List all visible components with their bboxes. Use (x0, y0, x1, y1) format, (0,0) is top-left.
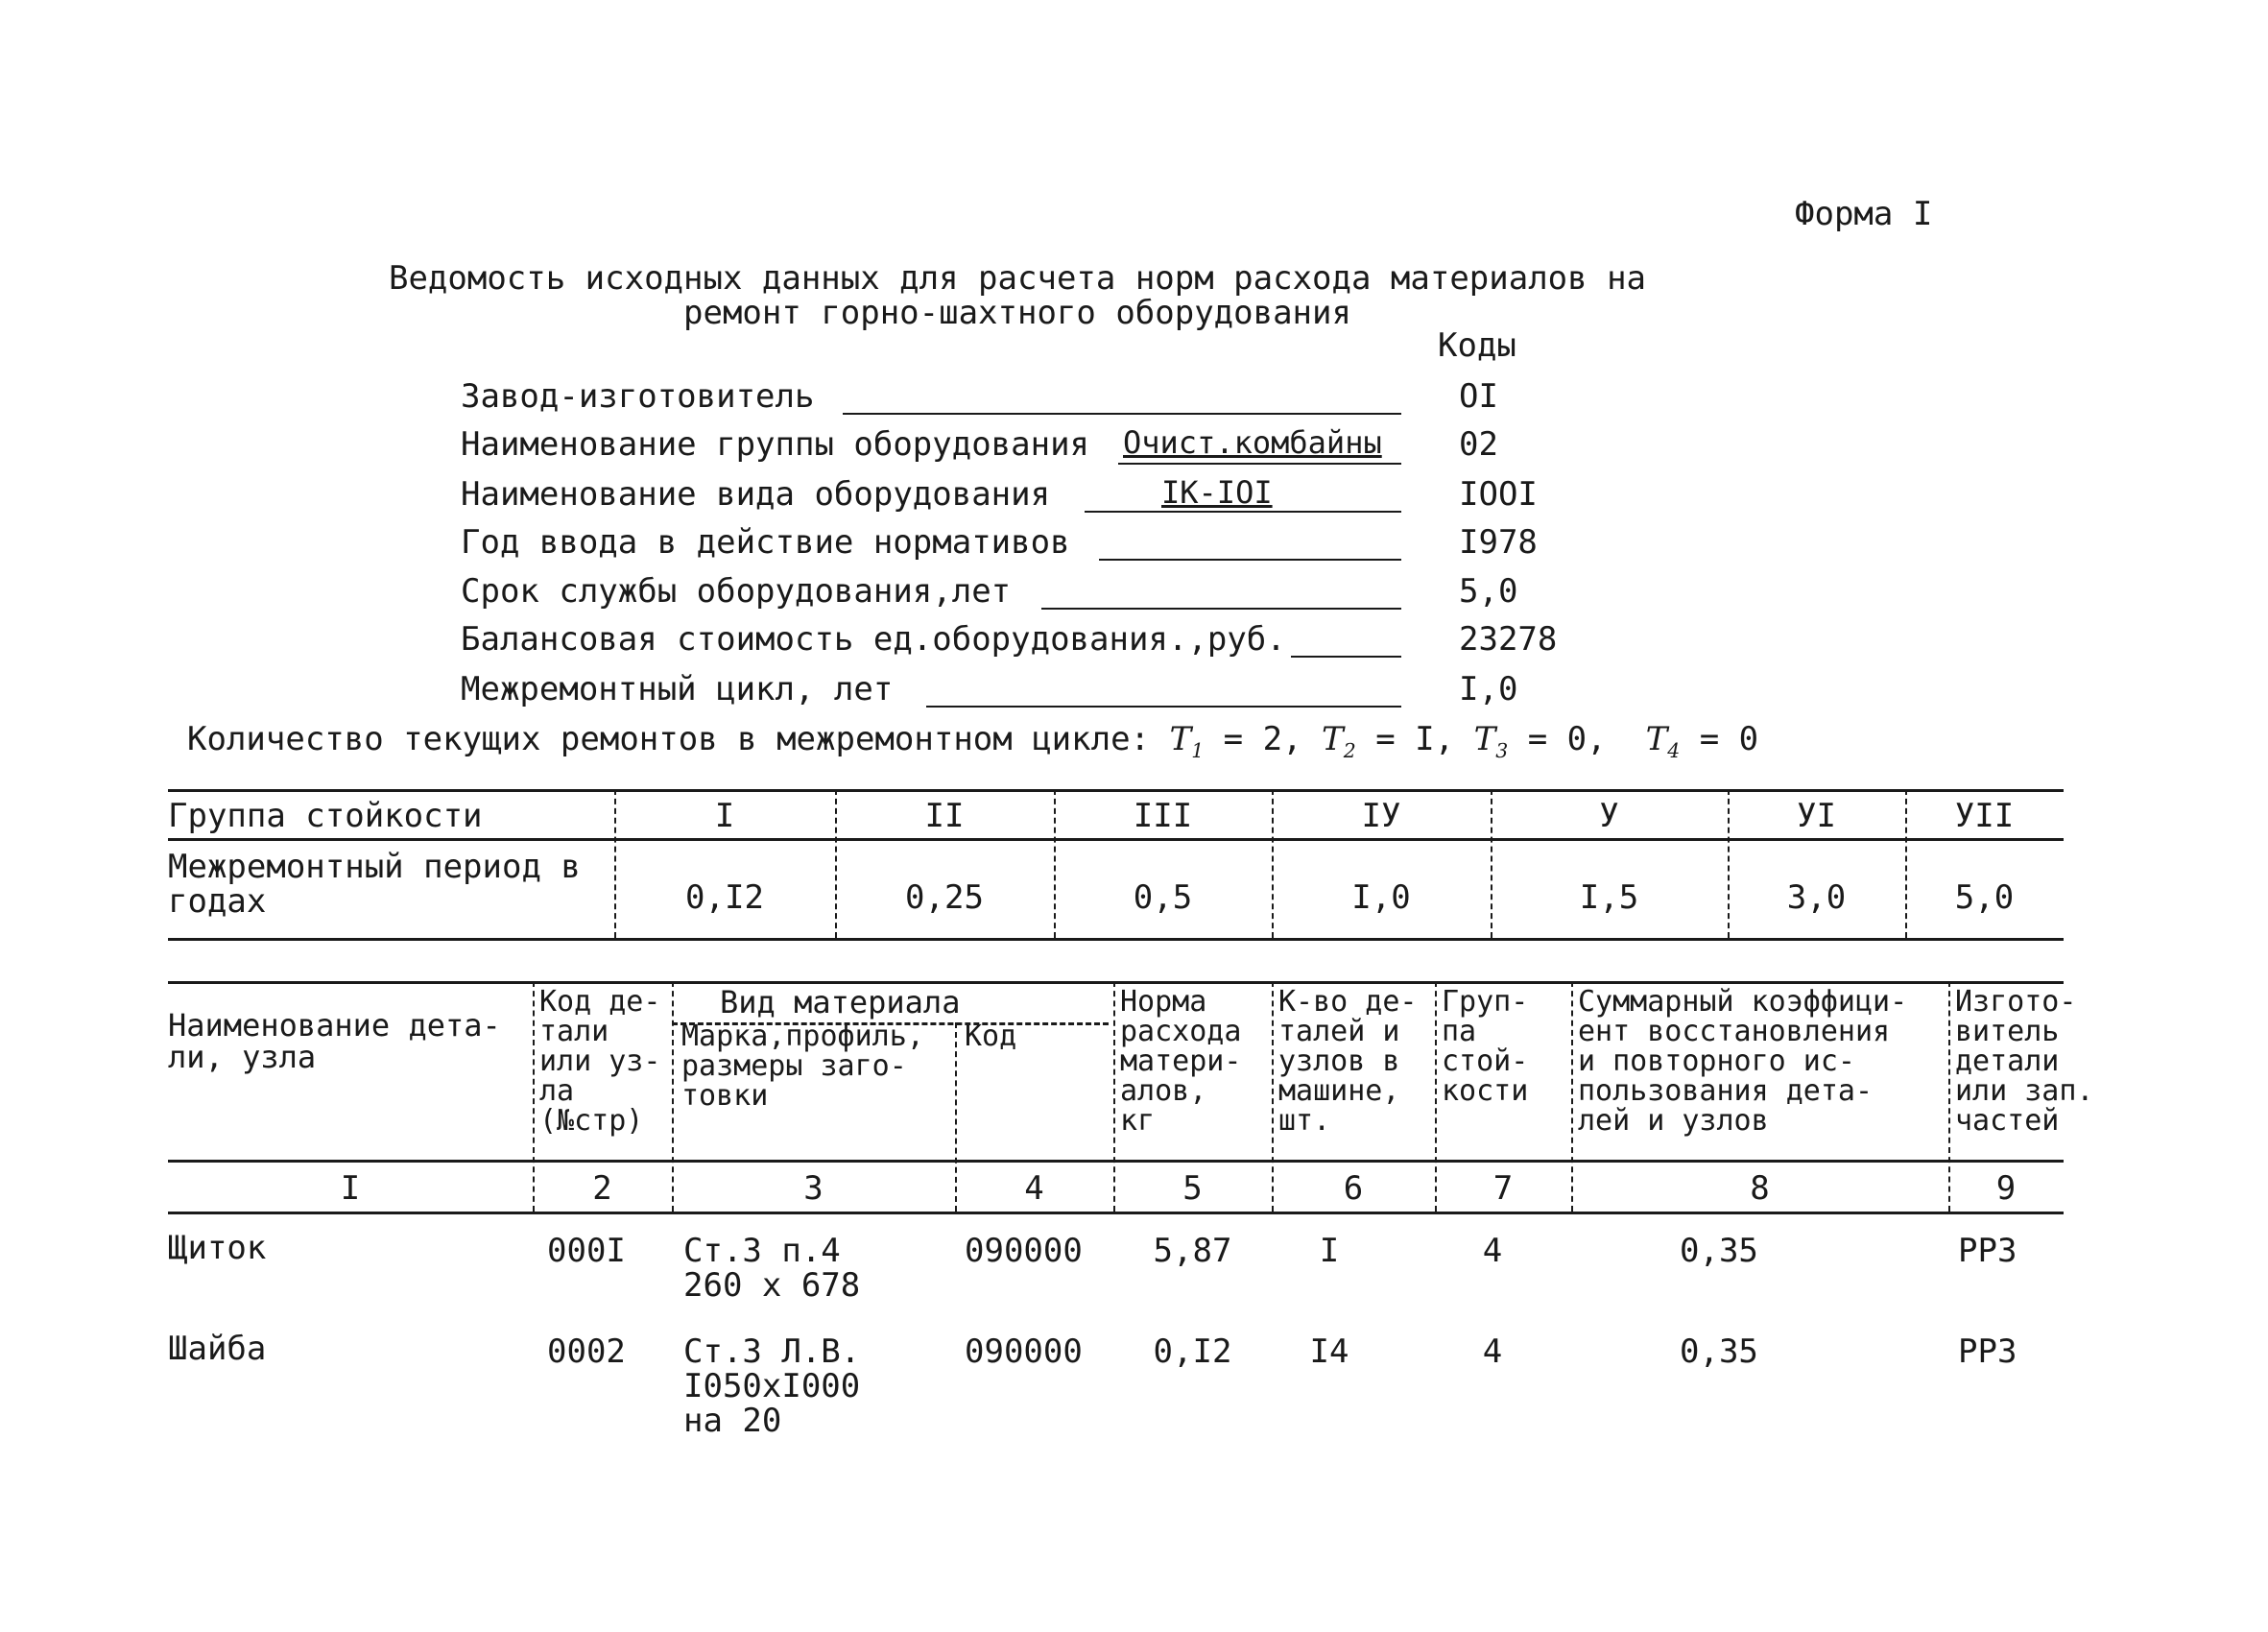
field-label-year: Год ввода в действие нормативов (461, 523, 1070, 562)
repairs-t4: 0 (1738, 720, 1759, 758)
row-code: 0002 (547, 1332, 626, 1371)
field-line-year (1099, 559, 1401, 561)
pt-colnum-7: 7 (1492, 1169, 1514, 1208)
rt-period-2: 0,25 (905, 878, 984, 917)
row-norm: 0,I2 (1153, 1332, 1232, 1371)
rt-period-7: 5,0 (1954, 878, 2015, 917)
field-line-group (1118, 463, 1401, 465)
rt-group-3: III (1133, 797, 1193, 835)
row-qty: I4 (1309, 1332, 1349, 1371)
repairs-prefix: Количество текущих ремонтов в межремонтном цикле: (187, 720, 1151, 758)
field-label-service-life: Срок службы оборудования,лет (461, 572, 1012, 611)
row-qty: I (1319, 1232, 1340, 1270)
row-material: Ст.3 п.4 260 x 678 (683, 1232, 861, 1305)
rt-rule-top (168, 789, 2064, 792)
pt-colnum-2: 2 (592, 1169, 612, 1208)
rt-period-3: 0,5 (1133, 878, 1193, 917)
pt-colnum-4: 4 (1024, 1169, 1044, 1208)
row-group: 4 (1482, 1232, 1503, 1270)
row-material: Ст.3 Л.В. I050xI000 на 20 (683, 1332, 861, 1440)
row-mat-code: 090000 (965, 1232, 1083, 1270)
pt-header-maker: Изгото- витель детали или зап. частей (1955, 985, 2094, 1138)
repairs-line: Количество текущих ремонтов в межремонтном цикле: $T_1 = 2$, $T_2 = I$, $T_3 = 0$, $T_4 = 0$ (187, 720, 1759, 762)
field-line-repair-cycle (926, 706, 1401, 708)
row-maker: РРЗ (1958, 1232, 2017, 1270)
field-code-group: 02 (1459, 425, 1498, 464)
rt-group-4: IУ (1361, 797, 1401, 835)
rt-group-2: II (924, 797, 965, 835)
pt-colnum-9: 9 (1995, 1169, 2017, 1208)
rt-row1-label: Группа стойкости (168, 797, 483, 835)
pt-header-material: Вид материала (720, 984, 961, 1020)
field-line-type (1085, 511, 1401, 513)
field-value-type: IK-IOI (1161, 474, 1273, 511)
pt-header-part-code: Код де- тали или уз- ла (№стр) (539, 985, 661, 1138)
pt-colnum-8: 8 (1750, 1169, 1770, 1208)
rt-row2-label: Межремонтный период в годах (168, 848, 581, 921)
pt-colnum-5: 5 (1182, 1169, 1203, 1208)
pt-colnum-3: 3 (803, 1169, 824, 1208)
repairs-t3: 0 (1566, 720, 1588, 758)
pt-header-norm: Норма расхода матери- алов, кг (1120, 985, 1242, 1138)
repairs-t1: 2 (1262, 720, 1283, 758)
codes-header: Коды (1438, 326, 1516, 365)
form-label: Форма I (1795, 195, 1933, 233)
rt-period-4: I,0 (1351, 878, 1411, 917)
rt-period-1: 0,I2 (685, 878, 764, 917)
field-code-balance-cost: 23278 (1459, 620, 1558, 659)
field-line-service-life (1041, 608, 1401, 610)
rt-group-6: УI (1797, 797, 1836, 835)
field-code-type: IOOI (1459, 475, 1538, 514)
row-mat-code: 090000 (965, 1332, 1083, 1371)
pt-header-grade: Марка,профиль, размеры заго- товки (681, 1020, 924, 1113)
row-norm: 5,87 (1153, 1232, 1232, 1270)
row-name: Шайба (168, 1330, 267, 1368)
field-value-group: Очист.комбайны (1123, 424, 1382, 461)
field-code-manufacturer: OI (1459, 377, 1498, 416)
field-line-manufacturer (843, 413, 1401, 415)
field-label-balance-cost: Балансовая стоимость ед.оборудования.,руб. (461, 620, 1286, 659)
rt-rule-mid (168, 838, 2064, 841)
pt-colnum-6: 6 (1343, 1169, 1364, 1208)
pt-header-group: Груп- па стой- кости (1442, 985, 1529, 1108)
pt-header-name: Наименование дета- ли, узла (168, 1007, 501, 1075)
rt-group-1: I (714, 797, 735, 835)
rt-group-7: УII (1954, 797, 2015, 835)
pt-rule-top (168, 981, 2064, 984)
pt-header-qty: К-во де- талей и узлов в машине, шт. (1278, 985, 1418, 1138)
rt-period-6: 3,0 (1786, 878, 1847, 917)
rt-period-5: I,5 (1579, 878, 1639, 917)
field-label-manufacturer: Завод-изготовитель (461, 377, 815, 416)
pt-colnum-1: I (340, 1169, 361, 1208)
rt-group-5: У (1599, 797, 1619, 835)
title-line-1: Ведомость исходных данных для расчета норм расхода материалов на (388, 259, 1647, 298)
row-coef: 0,35 (1680, 1232, 1758, 1270)
field-code-year: I978 (1459, 523, 1538, 562)
field-line-balance-cost (1291, 656, 1401, 658)
pt-header-coef: Суммарный коэффици- ент восстановления и повторного ис- пользования дета- лей и узлов (1578, 985, 1908, 1138)
rt-rule-bottom (168, 938, 2064, 941)
field-code-service-life: 5,0 (1459, 572, 1518, 611)
row-code: 000I (547, 1232, 626, 1270)
pt-rule-header-bottom (168, 1160, 2064, 1163)
row-group: 4 (1482, 1332, 1503, 1371)
row-coef: 0,35 (1680, 1332, 1758, 1371)
row-name: Щиток (168, 1229, 267, 1267)
row-maker: РРЗ (1958, 1332, 2017, 1371)
pt-rule-numbers-bottom (168, 1212, 2064, 1214)
title-line-2: ремонт горно-шахтного оборудования (683, 294, 1351, 332)
field-label-repair-cycle: Межремонтный цикл, лет (461, 670, 894, 708)
field-label-type: Наименование вида оборудования (461, 475, 1051, 514)
pt-header-mat-code: Код (965, 1020, 1017, 1053)
field-code-repair-cycle: I,0 (1459, 670, 1518, 708)
repairs-t2: I (1415, 720, 1435, 758)
field-label-group: Наименование группы оборудования (461, 425, 1090, 464)
